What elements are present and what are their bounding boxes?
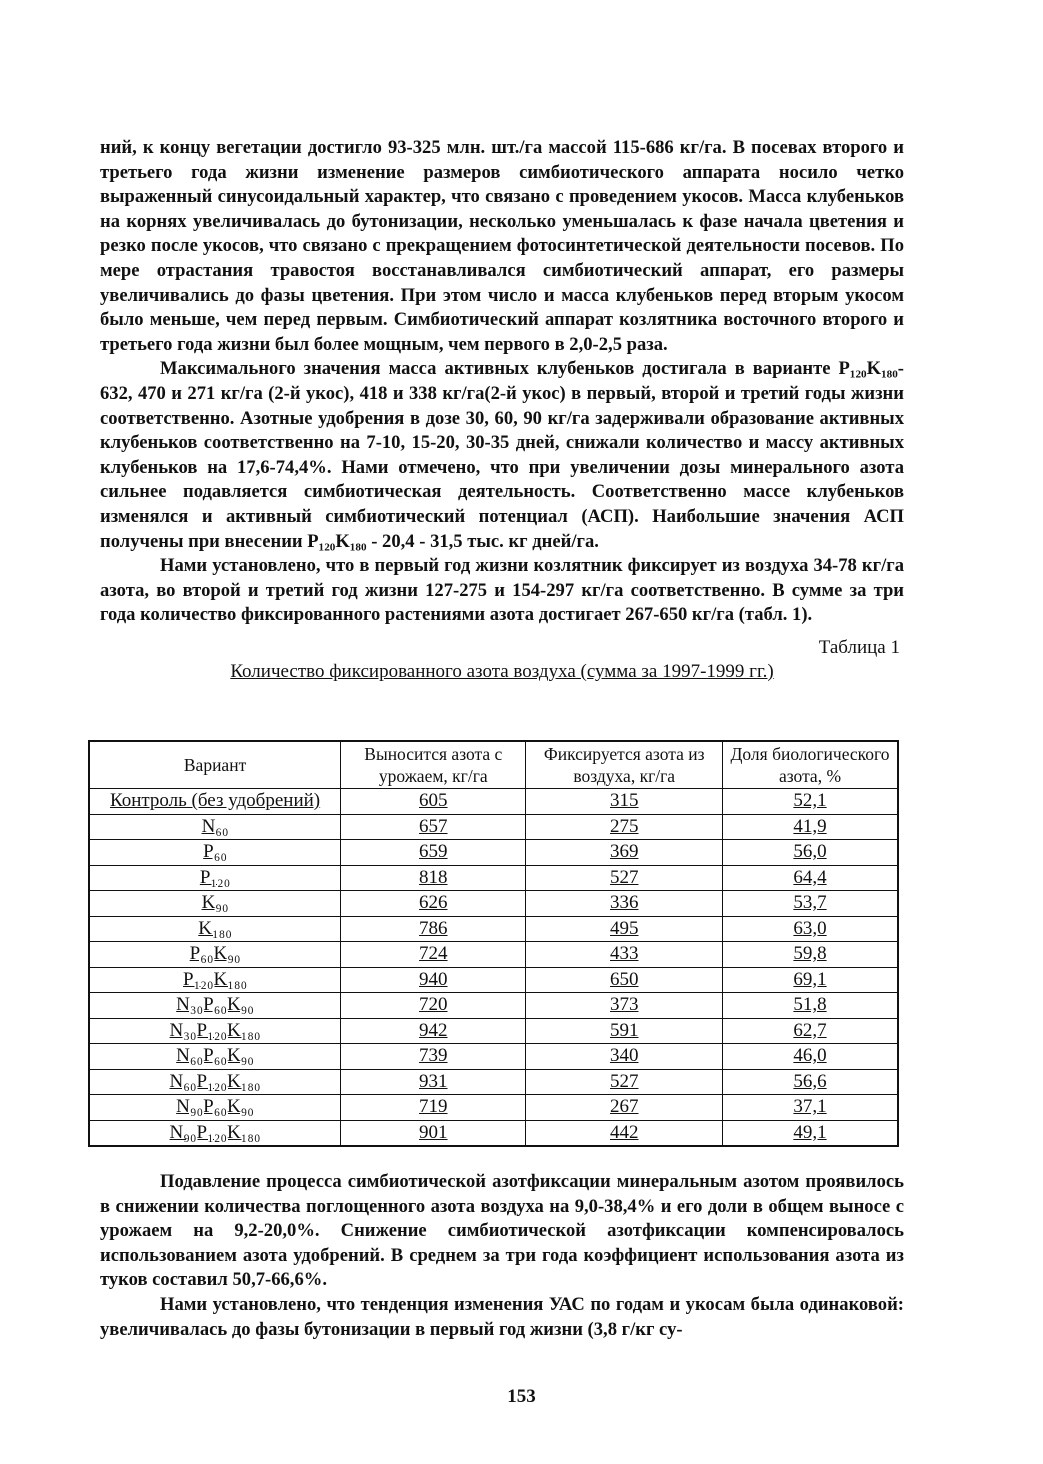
cell-variant-text: P₆₀K₉₀	[189, 943, 241, 965]
cell-removed	[341, 1044, 526, 1070]
cell-removed	[341, 1120, 526, 1146]
cell-share	[723, 1069, 899, 1095]
table-row	[89, 993, 898, 1019]
cell-removed	[341, 942, 526, 968]
cell-fixed-text: 340	[609, 1045, 639, 1067]
cell-removed	[341, 993, 526, 1019]
cell-removed	[341, 891, 526, 917]
cell-variant	[89, 1120, 341, 1146]
cell-removed	[341, 1069, 526, 1095]
cell-variant	[89, 1095, 341, 1121]
upper-text-block	[100, 136, 904, 685]
cell-variant	[89, 916, 341, 942]
header-variant: Вариант	[89, 741, 341, 789]
cell-removed-text: 940	[419, 968, 448, 990]
cell-removed-text: 659	[419, 841, 448, 863]
cell-fixed-text: 315	[609, 790, 639, 812]
table-body	[89, 789, 898, 1147]
table-title: Количество фиксированного азота воздуха (сумма за 1997-1999 гг.)	[230, 660, 774, 682]
cell-fixed-text: 442	[609, 1121, 639, 1143]
header-fixed-nitrogen: Фиксируется азота из воздуха, кг/га	[526, 741, 723, 789]
cell-removed	[341, 865, 526, 891]
cell-fixed	[526, 814, 723, 840]
table-row	[89, 916, 898, 942]
cell-variant-text: N₃₀P₁₂₀K₁₈₀	[169, 1019, 261, 1041]
cell-variant	[89, 1044, 341, 1070]
cell-fixed	[526, 942, 723, 968]
table-row	[89, 942, 898, 968]
cell-removed-text: 739	[419, 1045, 448, 1067]
cell-share	[723, 942, 899, 968]
cell-fixed-text: 369	[609, 841, 639, 863]
cell-fixed	[526, 1069, 723, 1095]
cell-fixed-text: 650	[609, 968, 639, 990]
cell-fixed	[526, 1044, 723, 1070]
cell-fixed-text: 336	[609, 892, 639, 914]
cell-share	[723, 1044, 899, 1070]
cell-removed-text: 605	[419, 790, 448, 812]
cell-variant-text: P₁₂₀K₁₈₀	[183, 968, 248, 990]
cell-share	[723, 916, 899, 942]
cell-share-text: 51,8	[793, 994, 827, 1016]
cell-removed	[341, 916, 526, 942]
cell-share	[723, 891, 899, 917]
cell-variant	[89, 1018, 341, 1044]
cell-share-text: 52,1	[793, 790, 827, 812]
table-row	[89, 865, 898, 891]
cell-fixed-text: 495	[609, 917, 639, 939]
paragraph-3: Нами установлено, что в первый год жизни козлятник фиксирует из воздуха 34-78 кг/га азота, во второй и третий год жизни 127-275 и 154-297 кг/га соответственно. В сумме за три года количество фиксированного растениями азота достигает 267-650 кг/га (табл. 1).	[100, 555, 904, 626]
cell-removed-text: 724	[419, 943, 448, 965]
table-row	[89, 1120, 898, 1146]
cell-fixed	[526, 840, 723, 866]
cell-share-text: 46,0	[793, 1045, 827, 1067]
cell-variant-text: N₉₀P₁₂₀K₁₈₀	[169, 1121, 261, 1143]
cell-variant	[89, 942, 341, 968]
cell-variant	[89, 840, 341, 866]
cell-variant	[89, 993, 341, 1019]
table-row	[89, 814, 898, 840]
cell-variant-text: K₉₀	[201, 892, 229, 914]
cell-removed	[341, 789, 526, 815]
cell-fixed	[526, 1018, 723, 1044]
cell-variant-text: N₃₀P₆₀K₉₀	[176, 994, 254, 1016]
table-row	[89, 1069, 898, 1095]
cell-removed-text: 901	[419, 1121, 448, 1143]
cell-variant-text: N₆₀P₆₀K₉₀	[176, 1045, 254, 1067]
cell-fixed	[526, 865, 723, 891]
cell-removed	[341, 1095, 526, 1121]
cell-variant-text: N₆₀P₁₂₀K₁₈₀	[169, 1070, 261, 1092]
cell-share-text: 56,0	[793, 841, 827, 863]
cell-removed-text: 657	[419, 815, 448, 837]
cell-share-text: 62,7	[793, 1019, 827, 1041]
cell-variant-text: P₁₂₀	[199, 866, 231, 888]
cell-fixed-text: 591	[609, 1019, 639, 1041]
cell-share	[723, 840, 899, 866]
cell-fixed	[526, 916, 723, 942]
cell-share-text: 41,9	[793, 815, 827, 837]
cell-removed-text: 719	[419, 1096, 448, 1118]
cell-fixed	[526, 789, 723, 815]
cell-share-text: 56,6	[793, 1070, 827, 1092]
cell-share-text: 64,4	[793, 866, 827, 888]
cell-variant	[89, 814, 341, 840]
nitrogen-fixation-table	[88, 740, 899, 1147]
paragraph-5: Нами установлено, что тенденция изменения УАС по годам и укосам была одинаковой: увеличивалась до фазы бутонизации в первый год жизни (3,8 г/кг су-	[100, 1293, 904, 1340]
table-row	[89, 1018, 898, 1044]
cell-removed-text: 818	[419, 866, 448, 888]
cell-share	[723, 789, 899, 815]
cell-share	[723, 967, 899, 993]
cell-fixed	[526, 967, 723, 993]
cell-share	[723, 814, 899, 840]
cell-variant	[89, 1069, 341, 1095]
cell-share-text: 59,8	[793, 943, 827, 965]
cell-share-text: 53,7	[793, 892, 827, 914]
cell-variant	[89, 967, 341, 993]
table-row	[89, 1095, 898, 1121]
cell-fixed-text: 373	[609, 994, 639, 1016]
cell-share	[723, 1095, 899, 1121]
cell-fixed-text: 267	[609, 1096, 639, 1118]
cell-fixed-text: 527	[609, 1070, 639, 1092]
table-row	[89, 1044, 898, 1070]
cell-removed	[341, 840, 526, 866]
paragraph-2: Максимального значения масса активных клубеньков достигала в варианте P₁₂₀K₁₈₀- 632, 470 и 271 кг/га (2-й укос), 418 и 338 кг/га(2-й укос) в первый, второй и третий годы жизни соответственно. Азотные удобрения в дозе 30, 60, 90 кг/га задерживали образование активных клубеньков соответственно на 7-10, 15-20, 30-35 дней, снижали количество и массу активных клубеньков на 17,6-74,4%. Нами отмечено, что при увеличении дозы минерального азота сильнее подавляется симбиотическая деятельность. Соответственно массе клубеньков изменялся и активный симбиотический потенциал (АСП). Наибольшие значения АСП получены при внесении P₁₂₀K₁₈₀ - 20,4 - 31,5 тыс. кг дней/га.	[100, 358, 904, 552]
paragraph-1: ний, к концу вегетации достигло 93-325 млн. шт./га массой 115-686 кг/га. В посевах второго и третьего года жизни изменение размеров симбиотического аппарата носило четко выраженный синусоидальный характер, что связано с проведением укосов. Масса клубеньков на корнях увеличивалась до бутонизации, несколько уменьшалась к фазе начала цветения и резко после укосов, что связано с прекращением фотосинтетической деятельности посевов. По мере отрастания травостоя восстанавливался симбиотический аппарат, его размеры увеличивались до фазы цветения. При этом число и масса клубеньков перед вторым укосом было меньше, чем перед первым. Симбиотический аппарат козлятника восточного второго и третьего года жизни был более мощным, чем первого в 2,0-2,5 раза.	[100, 137, 904, 355]
cell-variant	[89, 865, 341, 891]
cell-variant	[89, 891, 341, 917]
cell-share-text: 37,1	[793, 1096, 827, 1118]
cell-fixed-text: 433	[609, 943, 639, 965]
cell-removed	[341, 1018, 526, 1044]
cell-share	[723, 865, 899, 891]
cell-variant-text: Контроль (без удобрений)	[109, 790, 321, 812]
cell-variant-text: P₆₀	[203, 841, 227, 863]
header-removed-nitrogen: Выносится азота с урожаем, кг/га	[341, 741, 526, 789]
cell-fixed	[526, 993, 723, 1019]
table-label: Таблица 1	[818, 636, 900, 658]
cell-variant	[89, 789, 341, 815]
table-header-row	[89, 741, 898, 789]
cell-share-text: 49,1	[793, 1121, 827, 1143]
cell-share	[723, 993, 899, 1019]
cell-variant-text: N₆₀	[201, 815, 229, 837]
table-row	[89, 891, 898, 917]
cell-share-text: 63,0	[793, 917, 827, 939]
cell-fixed-text: 275	[609, 815, 639, 837]
cell-removed-text: 931	[419, 1070, 448, 1092]
cell-fixed	[526, 1120, 723, 1146]
cell-removed-text: 626	[419, 892, 448, 914]
table-row	[89, 840, 898, 866]
cell-share	[723, 1018, 899, 1044]
paragraph-4: Подавление процесса симбиотической азотфиксации минеральным азотом проявилось в снижении количества поглощенного азота воздуха на 9,0-38,4% и его доли в общем выносе с урожаем на 9,2-20,0%. Снижение симбиотической азотфиксации компенсировалось использованием азота удобрений. В среднем за три года коэффициент использования азота из туков составил 50,7-66,6%.	[100, 1171, 904, 1291]
table-row	[89, 967, 898, 993]
cell-variant-text: N₉₀P₆₀K₉₀	[176, 1096, 254, 1118]
cell-removed-text: 720	[419, 994, 448, 1016]
cell-share	[723, 1120, 899, 1146]
table-row	[89, 789, 898, 815]
cell-share-text: 69,1	[793, 968, 827, 990]
cell-fixed-text: 527	[609, 866, 639, 888]
page-number: 153	[507, 1386, 536, 1407]
cell-removed-text: 942	[419, 1019, 448, 1041]
cell-variant-text: K₁₈₀	[198, 917, 232, 939]
cell-removed	[341, 967, 526, 993]
cell-removed	[341, 814, 526, 840]
header-biological-share: Доля биологического азота, %	[723, 741, 899, 789]
lower-text-block	[100, 1170, 904, 1342]
cell-fixed	[526, 1095, 723, 1121]
cell-removed-text: 786	[419, 917, 448, 939]
cell-fixed	[526, 891, 723, 917]
